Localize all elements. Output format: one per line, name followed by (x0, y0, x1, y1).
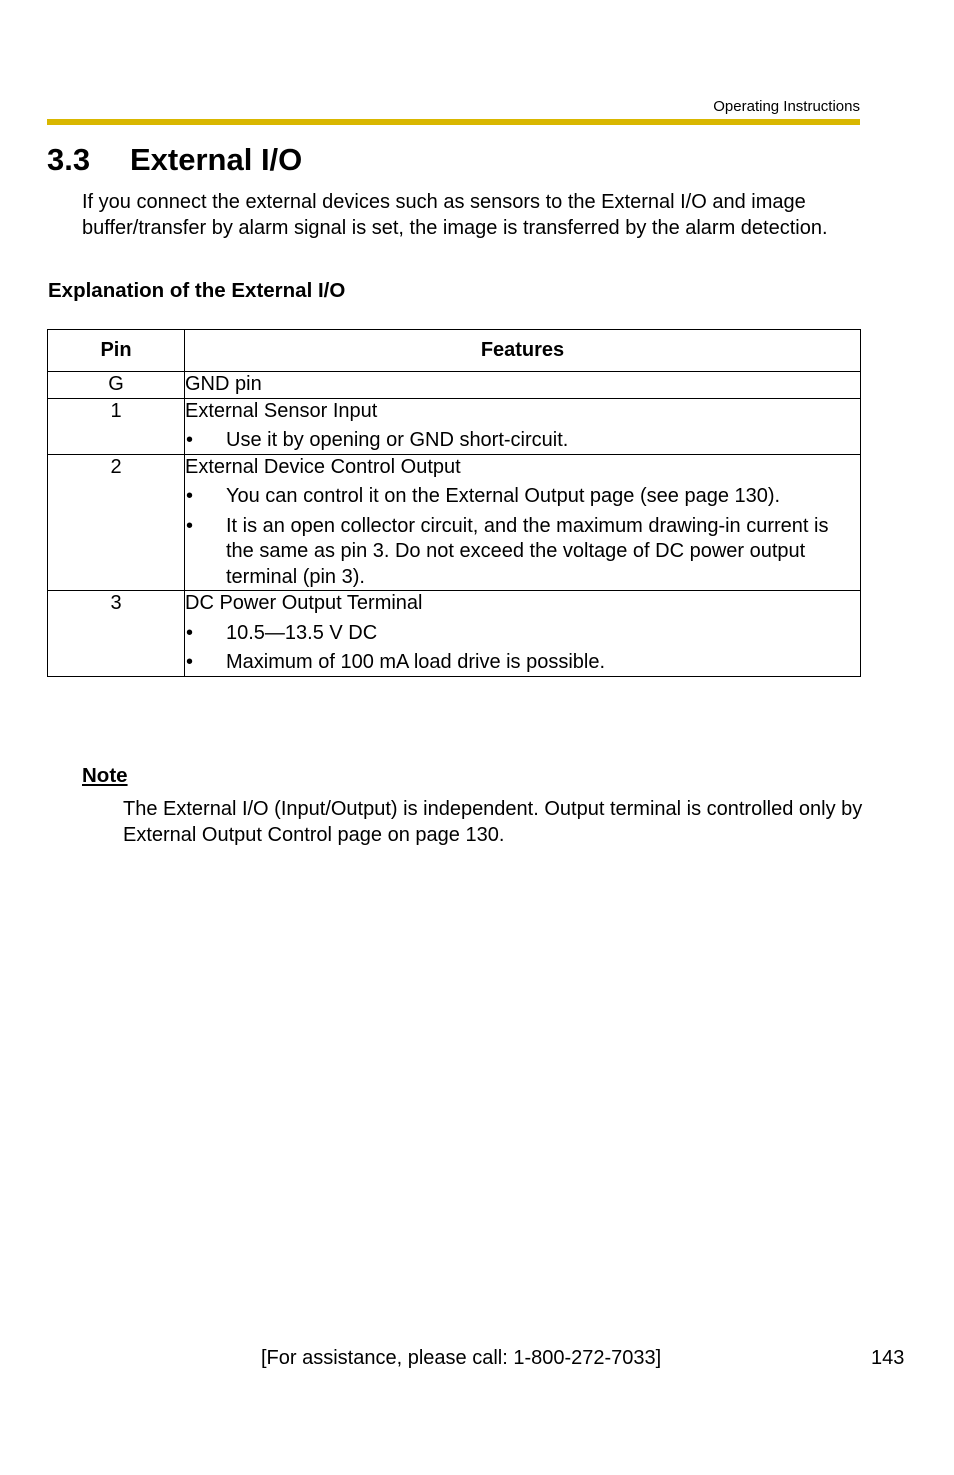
section-number: 3.3 (47, 142, 91, 177)
bullet-glyph: • (186, 485, 194, 507)
bullet-text: 10.5—13.5 V DC (226, 621, 378, 644)
pin-column-header: Pin (48, 330, 185, 372)
feature-cell (185, 454, 861, 591)
footer-assistance: [For assistance, please call: 1-800-272-7033] (261, 1347, 662, 1369)
features-column-header: Features (185, 330, 861, 372)
list-item (185, 621, 860, 647)
section-title (47, 139, 302, 181)
feature-title: DC Power Output Terminal (185, 592, 423, 614)
list-item (185, 428, 860, 454)
table-row (48, 591, 861, 677)
bullet-glyph: • (186, 429, 194, 451)
table-row (48, 372, 861, 399)
table-header-row (48, 330, 861, 372)
feature-title: GND pin (185, 373, 262, 395)
pin-cell: 2 (48, 454, 185, 591)
intro-paragraph: If you connect the external devices such as sensors to the External I/O and image buffer/transfer by alarm signal is set, the image is transferred by the alarm detection. (82, 191, 828, 239)
page-number: 143 (871, 1347, 905, 1369)
feature-cell (185, 398, 861, 454)
bullet-text: You can control it on the External Output page (see page 130). (226, 485, 781, 507)
section-title-text: External I/O (130, 142, 303, 177)
list-item (185, 514, 860, 591)
note-body: The External I/O (Input/Output) is independent. Output terminal is controlled only by External Output Control page on page 130. (123, 798, 863, 846)
feature-cell (185, 372, 861, 399)
header-label: Operating Instructions (713, 98, 860, 115)
list-item (185, 484, 860, 510)
feature-bullet-list (185, 621, 860, 676)
pin-cell: G (48, 372, 185, 399)
table-row (48, 454, 861, 591)
bullet-glyph: • (186, 621, 194, 644)
bullet-text: Maximum of 100 mA load drive is possible. (226, 651, 606, 673)
bullet-glyph: • (186, 514, 194, 537)
bullet-text: Use it by opening or GND short-circuit. (226, 429, 569, 451)
pin-cell: 1 (48, 398, 185, 454)
bullet-text: It is an open collector circuit, and the maximum drawing-in current is the same as pin 3. Do not exceed the voltage of DC power output terminal (pin 3). (226, 514, 829, 588)
bullet-glyph: • (186, 651, 194, 673)
feature-bullet-list (185, 428, 860, 454)
list-item (185, 650, 860, 676)
pin-cell: 3 (48, 591, 185, 677)
header-rule (47, 119, 860, 125)
table-row (48, 398, 861, 454)
feature-title: External Device Control Output (185, 455, 461, 478)
note-title: Note (82, 764, 128, 787)
feature-bullet-list (185, 484, 860, 590)
external-io-table (47, 329, 861, 677)
feature-cell (185, 591, 861, 677)
feature-title: External Sensor Input (185, 399, 378, 422)
subheading: Explanation of the External I/O (48, 279, 346, 302)
